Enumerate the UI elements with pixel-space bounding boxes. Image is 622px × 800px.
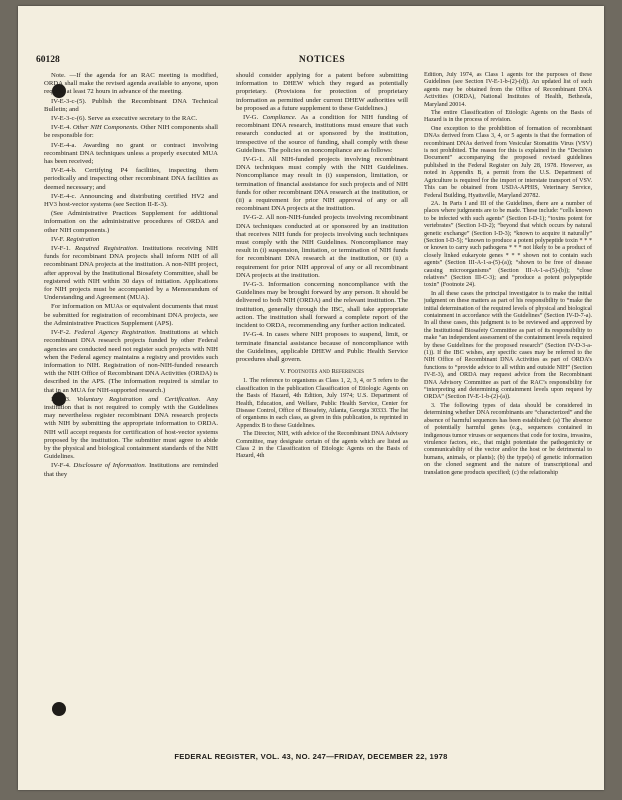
paragraph (44, 72, 218, 97)
text-column-3 (424, 72, 592, 722)
page-footer: FEDERAL REGISTER, VOL. 43, NO. 247—FRIDAY, DECEMBER 22, 1978 (174, 752, 448, 761)
paragraph-text: Institutions are reminded that they (44, 462, 218, 478)
paragraph (44, 329, 218, 395)
paragraph (236, 72, 408, 113)
footnote: 1. The reference to organisms as Class 1, 2, 3, 4, or 5 refers to the classification in the publication Classification of Etiologic Agents on the Basis of Hazard, 4th Edition, July 1974; U.S. Department of Health, Education, and Welfare, Public Health Service, Center for Disease Control, Office of Biosafety, Atlanta, Georgia 30333. The list of organisms in each class, as given in this publication, is reprinted in Appendix B to these Guidelines. (236, 378, 408, 429)
paragraph-text: Information concerning noncompliance with the Guidelines may be brought forward by any person. It should be delivered to both NIH (ORDA) and the relevant institution. The institution, generally through the IBC, shall take appropriate action. The institution shall forward a complete report of the incident to ORDA, recommending any further action indicated. (236, 281, 408, 330)
section-heading: Disclosure of Information. (73, 462, 150, 470)
section-number: IV-F-1. (51, 245, 75, 253)
section-number: IV-F-4. (51, 462, 74, 470)
paragraph-text: All non-NIH-funded projects involving recombinant DNA techniques conducted at or sponsored by an institution that receives NIH funds for projects involving such techniques must comply with the NIH Guidelines. Noncompliance may result in (i) suspension, limitation, or termination of NIH funds for recombinant DNA research at the institution, or (ii) a requirement for prior NIH approval of any or all recombinant DNA projects at the institution. (236, 214, 408, 279)
footnote: One exception to the prohibition of formation of recombinant DNAs derived from Class 3, 4, or 5 agents is that the formation of recombinant DNAs derived from Vesicular Stomatitis Virus (VSV) is not prohibited. The reason for this is explained in the “Decision Document” accompanying the proposed revised guidelines published in the Federal Register on July 28, 1978. However, as noted in Appendix B, a permit from the U.S. Department of Agriculture is required for the import or interstate transport of VSV. This can be obtained from USDA-APHIS, Veterinary Service, Federal Building, Hyattsville, Maryland 20782. (424, 125, 592, 199)
paragraph-text: —If the agenda for an RAC meeting is modified, ORDA shall make the revised agenda available to anyone, upon request, at least 72 hours in advance of the meeting. (44, 72, 218, 96)
page-number: 60128 (36, 55, 60, 65)
paragraph (44, 98, 218, 114)
text-column-1 (44, 72, 218, 722)
footnote: The Director, NIH, with advice of the Recombinant DNA Advisory Committee, may designate certain of the agents which are listed as Class 2 in the Classification of Etiologic Agents on the Basis of Hazard, 4th (236, 431, 408, 460)
paragraph (44, 167, 218, 192)
footnote: In all these cases the principal investigator is to make the initial judgment on these matters as part of his responsibility to “make the initial determination of the required levels of physical and biological containment in accordance with the Guidelines” (Section IV-D-7-a). In all these cases, this judgment is to be reviewed and approved by the Institutional Biosafety Committee as part of its responsibility to make “an independent assessment of the containment levels required by these Guidelines for the proposed research” (Section IV-D-3-a-(1)). If the IBC wishes, any specific cases may be referred to the NIH Office of Recombinant DNA Activities as part of ORDA’s functions to “provide advice to all within and outside NIH” (Section IV-E-3), and ORDA may request advice from the Recombinant DNA Advisory Committee as part of the RAC’s responsibility for “interpreting and determining containment levels upon request by ORDA” (Section IV-E-1-b-(2)-(a)). (424, 290, 592, 401)
paragraph (44, 193, 218, 209)
paragraph-text: For information on MUAs or equivalent documents that must be submitted for registration of recombinant DNA projects, see the Administrative Practices Supplement (APS). (44, 303, 218, 327)
section-number: IV-G-1. (243, 156, 269, 164)
paragraph-text: Any institution that is not required to comply with the Guidelines may nevertheless register recombinant DNA research projects with NIH by submitting the appropriate information to ORDA. NIH will accept requests for certification of host-vector systems proposed by the institution. The submitter must agree to abide by the physical and biological containment standards of the NIH Guidelines. (44, 395, 218, 461)
section-number: IV-G. (243, 114, 263, 122)
footnote: The entire Classification of Etiologic Agents on the Basis of Hazard is in the process of revision. (424, 110, 592, 124)
paragraph-text: Institutions at which recombinant DNA research projects funded by other Federal agencies are conducted need not register such projects with NIH when the Federal agency maintains a registry and provides such information to NIH. Registration of non-NIH-funded research with the NIH Office of Recombinant DNA Activities (ORDA) is described in the APS. (The information required is similar to that in an MUA for NIH-supported research.) (44, 329, 218, 394)
section-number: IV-G-2. (243, 214, 266, 222)
paragraph (44, 245, 218, 302)
section-heading: Federal Agency Registration. (74, 329, 160, 337)
paragraph (236, 114, 408, 155)
paragraph (236, 331, 408, 364)
paragraph-text: (See Administrative Practices Supplement for additional information on the administrative procedures of ORDA and other NIH components.) (44, 210, 218, 234)
section-heading: Voluntary Registration and Certification. (76, 395, 207, 403)
footnote: Edition, July 1974, as Class 1 agents for the purposes of these Guidelines (see Section IV-E-1-b-(2)-(d)). An updated list of such agents may be obtained from the Office of Recombinant DNA Activities (ORDA), National Institutes of Health, Bethesda, Maryland 20014. (424, 72, 592, 108)
section-number: IV-E-4. (51, 124, 73, 132)
text-column-2 (236, 72, 408, 722)
section-number: IV-G-4. (243, 331, 267, 339)
paragraph-text: Announcing and distributing certified HV2 and HV3 host-vector systems (see Section II-E-3). (44, 192, 218, 209)
section-title: NOTICES (298, 55, 346, 65)
paragraph (44, 210, 218, 235)
paragraph (44, 124, 218, 140)
section-heading: Required Registration. (74, 245, 143, 253)
section-number: IV-F-3. (51, 395, 77, 403)
paragraph-text: Publish the Recombinant DNA Technical Bulletin; and (44, 97, 218, 113)
paragraph (44, 396, 218, 462)
paragraph-text: In cases where NIH proposes to suspend, limit, or terminate financial assistance because of noncompliance with the Guidelines, applicable DHEW and Public Health Service procedures shall govern. (236, 331, 408, 363)
section-number: IV-E-4-b. (51, 167, 85, 175)
paragraph (236, 214, 408, 280)
paragraph-text: Awarding no grant or contract involving recombinant DNA techniques unless a properly executed MUA has been received; (44, 141, 218, 166)
paragraph (44, 303, 218, 328)
paragraph-text: Institutions receiving NIH funds for recombinant DNA projects shall inform NIH of all recombinant DNA projects at the institution. A non-NIH project, after approval by the Institutional Biosafety Committee, shall be registered with NIH within 30 days of initiation. Applications for NIH projects must be accompanied by a Memorandum of Understanding and Agreement (MUA). (44, 245, 218, 302)
paragraph-text: Certifying P4 facilities, inspecting them periodically and inspecting other recombinant DNA facilities as deemed necessary; and (44, 167, 218, 191)
paragraph (236, 156, 408, 213)
section-number: IV-F. (51, 235, 67, 243)
section-heading: Registration (66, 235, 100, 243)
section-number: IV-F-2. (51, 329, 75, 337)
section-number: IV-E-3-c-(6). (51, 115, 88, 123)
section-number: IV-G-3. (243, 281, 269, 289)
paragraph-text: As a condition for NIH funding of recombinant DNA research, institutions must ensure that such research conducted at or sponsored by the institution, irrespective of the source of funding, shall comply with these Guidelines. The policies on noncompliance are as follows: (236, 114, 408, 154)
paragraph-text: Serve as executive secretary to the RAC. (87, 115, 198, 123)
paragraph-text: All NIH-funded projects involving recombinant DNA techniques must comply with the NIH Guidelines. Noncompliance may result in (i) suspension, limitation, or termination of financial assistance for such projects and of NIH funds for other recombinant DNA research at the institution, or (ii) a requirement for prior NIH approval of any or all recombinant DNA projects at the institution. (236, 156, 408, 213)
footnote: 3. The following types of data should be considered in determining whether DNA recombinants are “characterized” and the absence of harmful sequences has been established: (a) The absence of potentially harmful genes (e.g., sequences contained in indigenous tumor viruses or sequences that code for toxins, invasins, virulence factors, etc., that might potentiate the pathogenicity or communicability of the vector and/or the host or be detrimental to humans, animals, or plants); (b) the type(s) of genetic information on the cloned segment and the nature of transcriptional and translation gene products specified; (c) the relationship (424, 402, 592, 476)
paragraph-text: should consider applying for a patent before submitting information to DHEW which they regard as potentially proprietary. (Provisions for protection of proprietary information as permitted under current DHEW authorities will be proposed as a future supplement to these Guidelines.) (236, 72, 408, 112)
page-header (36, 55, 608, 67)
section-number: IV-E-4-c. (51, 192, 80, 200)
paragraph (44, 115, 218, 123)
section-number: Note. (51, 72, 70, 79)
section-heading: Other NIH Components. (72, 124, 141, 132)
paragraph-text: Other NIH components shall be responsible for: (44, 124, 218, 140)
paragraph (44, 462, 218, 478)
paragraph (236, 281, 408, 330)
paragraph (44, 142, 218, 167)
section-number: IV-E-4-a. (51, 141, 83, 149)
section-heading: Compliance. (262, 114, 301, 122)
footnotes-heading: V. Footnotes and References (279, 368, 365, 376)
footnote: 2A. In Parts I and III of the Guidelines, there are a number of places where judgments are to be made. These include: “cells known to be infected with such agents” (Section I-D-1); “toxins potent for vertebrates” (Section I-D-2); “beyond that which occurs by natural genetic exchange” (Section I-D-3); “known to acquire it naturally” (Section I-D-5); “known to produce a potent polypeptide toxin * * * or known to carry such pathogens * * * not likely to be a product of closely linked eukaryote genes * * * shown not to contain such agents” (Section III-A-1-a-(5)-(a)); “shown to be free of disease causing microorganisms” (Section III-A-1-a-(5)-(b)); “close relatives” (Section III-C-3); and “produce a potent polypeptide toxin” (Footnote 24). (424, 200, 592, 289)
paragraph (44, 236, 218, 244)
section-number: IV-E-3-c-(5). (51, 97, 92, 105)
